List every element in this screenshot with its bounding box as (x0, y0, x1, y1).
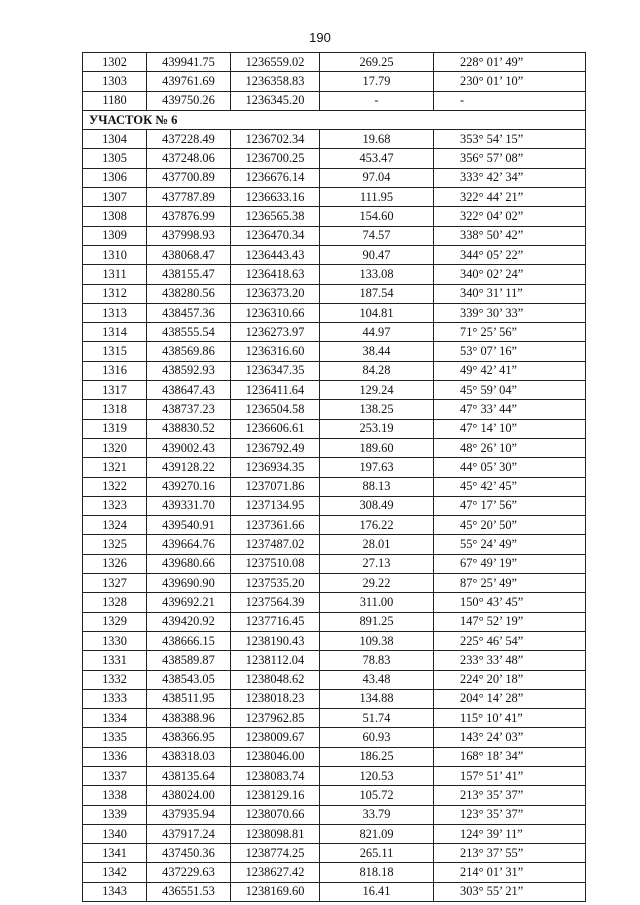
point-number-cell: 1316 (83, 361, 147, 380)
bearing-cell: 150° 43’ 45” (434, 593, 586, 612)
distance-cell: 891.25 (320, 612, 434, 631)
bearing-cell: 168° 18’ 34” (434, 747, 586, 766)
table-row (83, 477, 586, 496)
table-row (83, 728, 586, 747)
table-row (83, 516, 586, 535)
point-number-cell: 1319 (83, 419, 147, 438)
table-body-main (83, 130, 586, 902)
distance-cell: 265.11 (320, 844, 434, 863)
x-coordinate-cell: 437248.06 (147, 149, 231, 168)
table-row (83, 670, 586, 689)
y-coordinate-cell: 1237535.20 (231, 574, 320, 593)
table-row (83, 535, 586, 554)
distance-cell: 189.60 (320, 438, 434, 457)
distance-cell: 253.19 (320, 419, 434, 438)
x-coordinate-cell: 438830.52 (147, 419, 231, 438)
distance-cell: 197.63 (320, 458, 434, 477)
distance-cell: 453.47 (320, 149, 434, 168)
point-number-cell: 1336 (83, 747, 147, 766)
table-row (83, 496, 586, 515)
table-row (83, 130, 586, 149)
bearing-cell: 115° 10’ 41” (434, 709, 586, 728)
table-row (83, 361, 586, 380)
table-row (83, 53, 586, 72)
y-coordinate-cell: 1236443.43 (231, 245, 320, 264)
y-coordinate-cell: 1237716.45 (231, 612, 320, 631)
y-coordinate-cell: 1238046.00 (231, 747, 320, 766)
table-row (83, 438, 586, 457)
x-coordinate-cell: 439540.91 (147, 516, 231, 535)
bearing-cell: 45° 20’ 50” (434, 516, 586, 535)
table-row (83, 381, 586, 400)
bearing-cell: 87° 25’ 49” (434, 574, 586, 593)
table-row (83, 303, 586, 322)
x-coordinate-cell: 438555.54 (147, 323, 231, 342)
bearing-cell: 44° 05’ 30” (434, 458, 586, 477)
point-number-cell: 1324 (83, 516, 147, 535)
table-row (83, 458, 586, 477)
bearing-cell: 224° 20’ 18” (434, 670, 586, 689)
table-row (83, 631, 586, 650)
point-number-cell: 1304 (83, 130, 147, 149)
distance-cell: 29.22 (320, 574, 434, 593)
distance-cell: - (320, 91, 434, 110)
y-coordinate-cell: 1236504.58 (231, 400, 320, 419)
point-number-cell: 1326 (83, 554, 147, 573)
x-coordinate-cell: 437229.63 (147, 863, 231, 882)
table-row (83, 91, 586, 110)
bearing-cell: 124° 39’ 11” (434, 824, 586, 843)
bearing-cell: 340° 31’ 11” (434, 284, 586, 303)
x-coordinate-cell: 439690.90 (147, 574, 231, 593)
point-number-cell: 1311 (83, 265, 147, 284)
y-coordinate-cell: 1236606.61 (231, 419, 320, 438)
bearing-cell: 47° 14’ 10” (434, 419, 586, 438)
distance-cell: 105.72 (320, 786, 434, 805)
distance-cell: 138.25 (320, 400, 434, 419)
distance-cell: 74.57 (320, 226, 434, 245)
x-coordinate-cell: 438666.15 (147, 631, 231, 650)
distance-cell: 154.60 (320, 207, 434, 226)
bearing-cell: 53° 07’ 16” (434, 342, 586, 361)
point-number-cell: 1322 (83, 477, 147, 496)
bearing-cell: 353° 54’ 15” (434, 130, 586, 149)
bearing-cell: 233° 33’ 48” (434, 651, 586, 670)
bearing-cell: 55° 24’ 49” (434, 535, 586, 554)
y-coordinate-cell: 1236470.34 (231, 226, 320, 245)
distance-cell: 120.53 (320, 766, 434, 785)
distance-cell: 176.22 (320, 516, 434, 535)
y-coordinate-cell: 1238774.25 (231, 844, 320, 863)
x-coordinate-cell: 439270.16 (147, 477, 231, 496)
x-coordinate-cell: 438388.96 (147, 709, 231, 728)
point-number-cell: 1342 (83, 863, 147, 882)
distance-cell: 90.47 (320, 245, 434, 264)
y-coordinate-cell: 1236702.34 (231, 130, 320, 149)
distance-cell: 60.93 (320, 728, 434, 747)
bearing-cell: 49° 42’ 41” (434, 361, 586, 380)
point-number-cell: 1310 (83, 245, 147, 264)
point-number-cell: 1329 (83, 612, 147, 631)
y-coordinate-cell: 1236358.83 (231, 72, 320, 91)
y-coordinate-cell: 1238018.23 (231, 689, 320, 708)
table-row (83, 574, 586, 593)
x-coordinate-cell: 438457.36 (147, 303, 231, 322)
x-coordinate-cell: 439941.75 (147, 53, 231, 72)
distance-cell: 27.13 (320, 554, 434, 573)
x-coordinate-cell: 438024.00 (147, 786, 231, 805)
point-number-cell: 1302 (83, 53, 147, 72)
x-coordinate-cell: 437450.36 (147, 844, 231, 863)
x-coordinate-cell: 439750.26 (147, 91, 231, 110)
bearing-cell: 48° 26’ 10” (434, 438, 586, 457)
bearing-cell: 157° 51’ 41” (434, 766, 586, 785)
table-row (83, 265, 586, 284)
distance-cell: 129.24 (320, 381, 434, 400)
point-number-cell: 1315 (83, 342, 147, 361)
bearing-cell: 322° 04’ 02” (434, 207, 586, 226)
distance-cell: 97.04 (320, 168, 434, 187)
x-coordinate-cell: 438155.47 (147, 265, 231, 284)
y-coordinate-cell: 1236418.63 (231, 265, 320, 284)
point-number-cell: 1334 (83, 709, 147, 728)
table-row (83, 226, 586, 245)
distance-cell: 133.08 (320, 265, 434, 284)
x-coordinate-cell: 437935.94 (147, 805, 231, 824)
x-coordinate-cell: 439420.92 (147, 612, 231, 631)
bearing-cell: 303° 55’ 21” (434, 882, 586, 901)
bearing-cell: 339° 30’ 33” (434, 303, 586, 322)
y-coordinate-cell: 1237134.95 (231, 496, 320, 515)
bearing-cell: 213° 35’ 37” (434, 786, 586, 805)
point-number-cell: 1309 (83, 226, 147, 245)
bearing-cell: 47° 17’ 56” (434, 496, 586, 515)
bearing-cell: 338° 50’ 42” (434, 226, 586, 245)
y-coordinate-cell: 1238129.16 (231, 786, 320, 805)
table-row (83, 882, 586, 901)
y-coordinate-cell: 1236934.35 (231, 458, 320, 477)
bearing-cell: 322° 44’ 21” (434, 188, 586, 207)
x-coordinate-cell: 438280.56 (147, 284, 231, 303)
x-coordinate-cell: 439692.21 (147, 593, 231, 612)
x-coordinate-cell: 439331.70 (147, 496, 231, 515)
distance-cell: 28.01 (320, 535, 434, 554)
distance-cell: 269.25 (320, 53, 434, 72)
y-coordinate-cell: 1236411.64 (231, 381, 320, 400)
table-row (83, 689, 586, 708)
table-body-top (83, 53, 586, 111)
x-coordinate-cell: 439761.69 (147, 72, 231, 91)
bearing-cell: 143° 24’ 03” (434, 728, 586, 747)
y-coordinate-cell: 1236559.02 (231, 53, 320, 72)
y-coordinate-cell: 1237487.02 (231, 535, 320, 554)
distance-cell: 308.49 (320, 496, 434, 515)
point-number-cell: 1332 (83, 670, 147, 689)
y-coordinate-cell: 1237361.66 (231, 516, 320, 535)
point-number-cell: 1307 (83, 188, 147, 207)
distance-cell: 84.28 (320, 361, 434, 380)
distance-cell: 33.79 (320, 805, 434, 824)
point-number-cell: 1312 (83, 284, 147, 303)
x-coordinate-cell: 438366.95 (147, 728, 231, 747)
distance-cell: 821.09 (320, 824, 434, 843)
table-row (83, 709, 586, 728)
table-row (83, 824, 586, 843)
point-number-cell: 1323 (83, 496, 147, 515)
bearing-cell: 356° 57’ 08” (434, 149, 586, 168)
table-row (83, 400, 586, 419)
distance-cell: 78.83 (320, 651, 434, 670)
y-coordinate-cell: 1236792.49 (231, 438, 320, 457)
bearing-cell: 344° 05’ 22” (434, 245, 586, 264)
bearing-cell: 123° 35’ 37” (434, 805, 586, 824)
distance-cell: 311.00 (320, 593, 434, 612)
point-number-cell: 1320 (83, 438, 147, 457)
distance-cell: 109.38 (320, 631, 434, 650)
y-coordinate-cell: 1236373.20 (231, 284, 320, 303)
table-row (83, 323, 586, 342)
y-coordinate-cell: 1236273.97 (231, 323, 320, 342)
bearing-cell: 47° 33’ 44” (434, 400, 586, 419)
y-coordinate-cell: 1237510.08 (231, 554, 320, 573)
page-number: 190 (309, 30, 331, 45)
x-coordinate-cell: 439680.66 (147, 554, 231, 573)
y-coordinate-cell: 1236345.20 (231, 91, 320, 110)
x-coordinate-cell: 436551.53 (147, 882, 231, 901)
point-number-cell: 1314 (83, 323, 147, 342)
table-row (83, 245, 586, 264)
table-row (83, 612, 586, 631)
distance-cell: 16.41 (320, 882, 434, 901)
y-coordinate-cell: 1236347.35 (231, 361, 320, 380)
bearing-cell: 213° 37’ 55” (434, 844, 586, 863)
point-number-cell: 1308 (83, 207, 147, 226)
table-row (83, 284, 586, 303)
x-coordinate-cell: 439664.76 (147, 535, 231, 554)
table-row (83, 844, 586, 863)
point-number-cell: 1330 (83, 631, 147, 650)
table-row (83, 805, 586, 824)
table-row (83, 149, 586, 168)
x-coordinate-cell: 439128.22 (147, 458, 231, 477)
point-number-cell: 1333 (83, 689, 147, 708)
distance-cell: 88.13 (320, 477, 434, 496)
bearing-cell: 214° 01’ 31” (434, 863, 586, 882)
point-number-cell: 1305 (83, 149, 147, 168)
x-coordinate-cell: 438569.86 (147, 342, 231, 361)
point-number-cell: 1338 (83, 786, 147, 805)
x-coordinate-cell: 438589.87 (147, 651, 231, 670)
point-number-cell: 1337 (83, 766, 147, 785)
distance-cell: 19.68 (320, 130, 434, 149)
y-coordinate-cell: 1237962.85 (231, 709, 320, 728)
bearing-cell: 225° 46’ 54” (434, 631, 586, 650)
point-number-cell: 1318 (83, 400, 147, 419)
point-number-cell: 1321 (83, 458, 147, 477)
bearing-cell: 45° 59’ 04” (434, 381, 586, 400)
y-coordinate-cell: 1236316.60 (231, 342, 320, 361)
y-coordinate-cell: 1238627.42 (231, 863, 320, 882)
x-coordinate-cell: 437917.24 (147, 824, 231, 843)
distance-cell: 186.25 (320, 747, 434, 766)
distance-cell: 111.95 (320, 188, 434, 207)
x-coordinate-cell: 437228.49 (147, 130, 231, 149)
table-row (83, 786, 586, 805)
point-number-cell: 1328 (83, 593, 147, 612)
bearing-cell: 230° 01’ 10” (434, 72, 586, 91)
x-coordinate-cell: 438135.64 (147, 766, 231, 785)
x-coordinate-cell: 439002.43 (147, 438, 231, 457)
point-number-cell: 1341 (83, 844, 147, 863)
table-row (83, 766, 586, 785)
table-row (83, 72, 586, 91)
x-coordinate-cell: 437876.99 (147, 207, 231, 226)
table-row (83, 419, 586, 438)
distance-cell: 38.44 (320, 342, 434, 361)
x-coordinate-cell: 438318.03 (147, 747, 231, 766)
point-number-cell: 1317 (83, 381, 147, 400)
distance-cell: 134.88 (320, 689, 434, 708)
section-title: УЧАСТОК № 6 (83, 110, 586, 129)
point-number-cell: 1325 (83, 535, 147, 554)
bearing-cell: - (434, 91, 586, 110)
table-row (83, 747, 586, 766)
bearing-cell: 340° 02’ 24” (434, 265, 586, 284)
section-header-row (83, 110, 586, 129)
distance-cell: 43.48 (320, 670, 434, 689)
y-coordinate-cell: 1238190.43 (231, 631, 320, 650)
bearing-cell: 147° 52’ 19” (434, 612, 586, 631)
distance-cell: 818.18 (320, 863, 434, 882)
table-row (83, 168, 586, 187)
y-coordinate-cell: 1236310.66 (231, 303, 320, 322)
table-row (83, 554, 586, 573)
bearing-cell: 71° 25’ 56” (434, 323, 586, 342)
x-coordinate-cell: 438592.93 (147, 361, 231, 380)
y-coordinate-cell: 1236633.16 (231, 188, 320, 207)
table-row (83, 863, 586, 882)
point-number-cell: 1335 (83, 728, 147, 747)
coordinates-table (82, 52, 586, 902)
table-row (83, 207, 586, 226)
bearing-cell: 228° 01’ 49” (434, 53, 586, 72)
bearing-cell: 204° 14’ 28” (434, 689, 586, 708)
y-coordinate-cell: 1237564.39 (231, 593, 320, 612)
bearing-cell: 45° 42’ 45” (434, 477, 586, 496)
y-coordinate-cell: 1238009.67 (231, 728, 320, 747)
section-header-group (83, 110, 586, 129)
point-number-cell: 1331 (83, 651, 147, 670)
x-coordinate-cell: 437787.89 (147, 188, 231, 207)
distance-cell: 187.54 (320, 284, 434, 303)
bearing-cell: 67° 49’ 19” (434, 554, 586, 573)
x-coordinate-cell: 438068.47 (147, 245, 231, 264)
y-coordinate-cell: 1237071.86 (231, 477, 320, 496)
table-row (83, 342, 586, 361)
point-number-cell: 1303 (83, 72, 147, 91)
y-coordinate-cell: 1236565.38 (231, 207, 320, 226)
y-coordinate-cell: 1238083.74 (231, 766, 320, 785)
y-coordinate-cell: 1238048.62 (231, 670, 320, 689)
point-number-cell: 1313 (83, 303, 147, 322)
point-number-cell: 1339 (83, 805, 147, 824)
x-coordinate-cell: 438647.43 (147, 381, 231, 400)
point-number-cell: 1340 (83, 824, 147, 843)
y-coordinate-cell: 1238169.60 (231, 882, 320, 901)
table-row (83, 651, 586, 670)
bearing-cell: 333° 42’ 34” (434, 168, 586, 187)
point-number-cell: 1327 (83, 574, 147, 593)
y-coordinate-cell: 1238098.81 (231, 824, 320, 843)
point-number-cell: 1180 (83, 91, 147, 110)
distance-cell: 44.97 (320, 323, 434, 342)
distance-cell: 51.74 (320, 709, 434, 728)
x-coordinate-cell: 438511.95 (147, 689, 231, 708)
table-row (83, 593, 586, 612)
x-coordinate-cell: 437998.93 (147, 226, 231, 245)
y-coordinate-cell: 1236676.14 (231, 168, 320, 187)
distance-cell: 104.81 (320, 303, 434, 322)
y-coordinate-cell: 1236700.25 (231, 149, 320, 168)
point-number-cell: 1306 (83, 168, 147, 187)
y-coordinate-cell: 1238070.66 (231, 805, 320, 824)
x-coordinate-cell: 438737.23 (147, 400, 231, 419)
point-number-cell: 1343 (83, 882, 147, 901)
y-coordinate-cell: 1238112.04 (231, 651, 320, 670)
x-coordinate-cell: 438543.05 (147, 670, 231, 689)
table-row (83, 188, 586, 207)
x-coordinate-cell: 437700.89 (147, 168, 231, 187)
distance-cell: 17.79 (320, 72, 434, 91)
